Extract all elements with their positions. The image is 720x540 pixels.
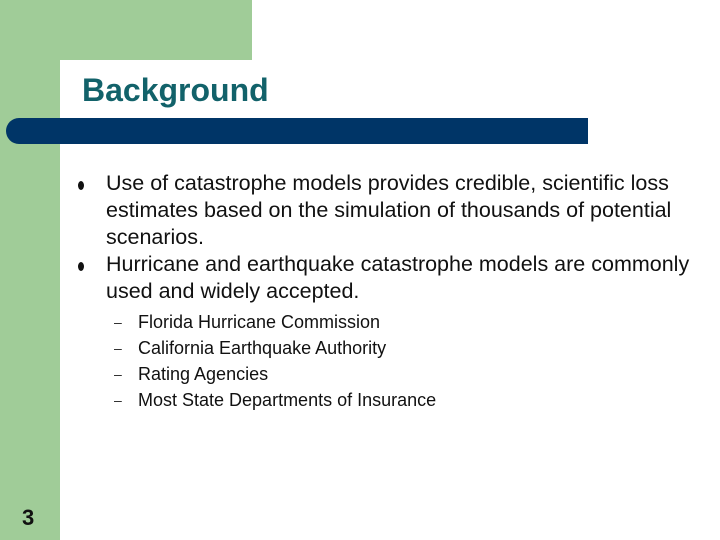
bullet-dot-icon — [78, 262, 84, 271]
slide-title: Background — [82, 72, 269, 108]
bullet-item — [78, 170, 698, 251]
bullet-item — [78, 251, 698, 305]
bullet-dot-icon — [78, 181, 84, 190]
bullet-list — [78, 170, 698, 305]
sub-bullet-text: Florida Hurricane Commission — [138, 312, 381, 332]
top-green-band — [0, 0, 252, 60]
dash-icon: – — [114, 340, 122, 356]
title-underline-bar — [6, 118, 588, 144]
sub-bullet-list — [114, 309, 436, 413]
dash-icon: – — [114, 392, 122, 408]
sub-bullet-text: Rating Agencies — [138, 364, 269, 384]
sub-bullet-item — [114, 387, 436, 413]
dash-icon: – — [114, 366, 122, 382]
page-number: 3 — [22, 505, 35, 530]
bullet-text: Hurricane and earthquake catastrophe models are commonly used and widely accepted. — [106, 252, 690, 303]
sub-bullet-item — [114, 335, 436, 361]
left-green-band — [0, 0, 60, 540]
sub-bullet-text: California Earthquake Authority — [138, 338, 387, 358]
bullet-text: Use of catastrophe models provides credible, scientific loss estimates based on the simulation of thousands of potential scenarios. — [106, 171, 672, 249]
sub-bullet-item — [114, 361, 436, 387]
dash-icon: – — [114, 314, 122, 330]
sub-bullet-text: Most State Departments of Insurance — [138, 390, 437, 410]
sub-bullet-item — [114, 309, 436, 335]
